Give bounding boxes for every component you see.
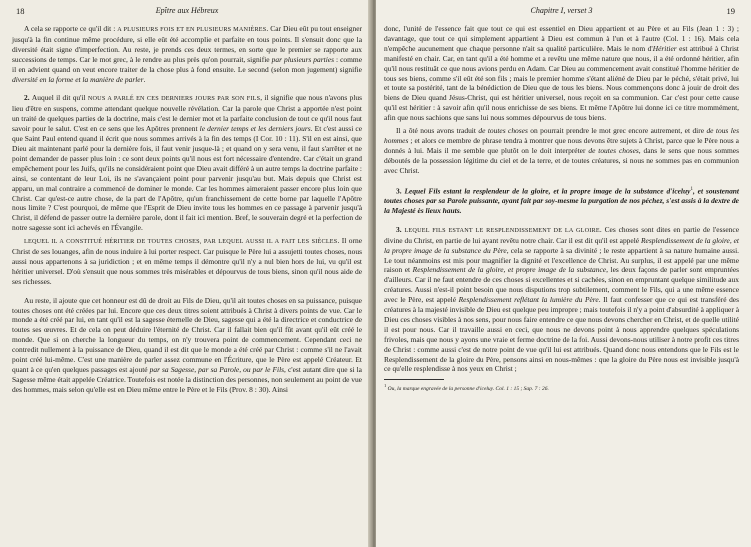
right-header (384, 6, 739, 20)
left-paragraph-4: Au reste, il ajoute que cet honneur est dû de droit au Fils de Dieu, qu'il ait toutes choses en sa puissance, puisque toutes choses ont été créées par lui. Encore que ces deux titres soient attribués à Christ à divers points de vue. Car le monde a été créé par lui, en tant qu'il est la sagesse éternelle de Dieu, sagesse qui a été la directrice et conductrice de toutes ses œuvres. Et de cela on peut déduire l'éternité de Christ. Car il fallait bien qu'il fût avant qu'il eût créé le monde. Que si on cherche la longueur du temps, on n'y trouvera point de commencement. Cependant ceci ne contredit nullement à la puissance de Dieu, quand il est dit que le monde a été créé par Christ : comme s'il ne l'avait point créé lui-même. C'est une manière de parler assez commune en l'Écriture, que le Père est appelé Créateur. Et quant à ce qu'en quelques passages est ajouté par sa Sagesse, par sa Parole, ou par le Fils, c'est autant dire que si la Sagesse même était appelée Créatrice. Toutefois est notée la distinction des personnes, non seulement au point de vue des hommes, mais selon qu'elle est en Dieu même entre le Père et le Fils (Prov. 8 : 30). Ainsi (12, 295, 362, 394)
right-page-number: 19 (726, 6, 735, 16)
right-paragraph-2: Il a ôté nous avons traduit de toutes choses on pourrait prendre le mot grec encore autrement, et dire de tous les hommes ; et alors ce membre de phrase tendra à montrer que nous devons être sujets à Christ, parce que le Père nous a donnés à lui. Mais il me semble que plutôt on le doit interpréter de toutes choses, dans le sens que nous sommes déboutés de la possession légitime du ciel et de la terre, et de toutes créatures, si nous ne sommes pas en communion avec Christ. (384, 126, 740, 175)
right-page (376, 0, 751, 547)
left-page-number: 18 (16, 6, 25, 16)
left-header (12, 6, 362, 20)
left-paragraph-2: 2. Auquel il dit qu'il NOUS A PARLÉ EN CES DERNIERS JOURS PAR SON FILS, il signifie que nous n'avons plus lieu d'être en suspens, comme attendant quelque nouvelle révélation. Car la parole que Christ a apportée n'est point un traité de quelques parties de la doctrine, mais c'est le dernier mot et la parfaite conclusion de tout ce qu'il nous faut savoir pour le salut. C'est en ce sens que les Apôtres prennent le dernier temps et les derniers jours. Et c'est aussi ce que Saint Paul entend quand il écrit que nous sommes arrivés à la fin des temps (I Cor. 10 : 11). S'il en est ainsi, que Dieu ait maintenant parlé pour la dernière fois, il faut venir jusque-là ; et quand on y sera venu, il faut s'arrêter et ne point demander de passer plus loin : ce sont deux points qu'il nous est fort nécessaire d'entendre. Car c'était un grand empêchement pour les Juifs, qu'ils ne considéraient point que Dieu avait différé à un autre temps la doctrine parfaite : ainsi, se contentant de leur Loi, ils ne s'avançaient point pour parvenir jusqu'au but. Mais depuis que Christ est apparu, un mal contraire a commencé de dominer le monde. Car les hommes aimeraient passer encore plus loin que Christ. Car qu'est-ce autre chose, de la part de l'Apôtre, qu'un franchissement de cette borne par laquelle l'Apôtre nous limite ? C'est pourquoi, de même que l'Esprit de Dieu invite tous les hommes en ce passage à parvenir jusqu'à Christ, il défend de passer outre la dernière parole, dont il fait ici mention. Bref, le souverain degré et la perfection de notre sagesse sont ici achevés en l'Évangile. (12, 93, 362, 233)
right-paragraph-1: donc, l'unité de l'essence fait que tout ce qui est essentiel en Dieu appartient et au Père et au Fils (Jean 1 : 3) ; davantage, que tout ce qui simplement appartient à Dieu est commun à l'un et à l'autre (Col. 1 : 16). Mais cela n'empêche aucunement que chaque personne n'ait sa qualité particulière. Mais le nom d'Héritier est attribué à Christ manifesté en chair. Car, en tant qu'il a été homme et a revêtu une même nature que nous, il a été ordonné héritier, afin qu'il nous restituât ce que nous avions perdu en Adam. Car Dieu au commencement avait constitué l'homme héritier de tous ses biens, comme s'il eût été son fils ; mais le premier homme s'étant aliéné de Dieu par le péché, s'était privé, lui et toute sa postérité, tant de la bénédiction de Dieu que de tous les biens. Nous commençons donc à jouir de droit des biens de Dieu quand Jésus-Christ, qui est héritier universel, nous reçoit en sa communion. Car c'est pour cette cause qu'il est héritier : à savoir afin qu'il nous enrichisse de ses biens. Et même l'Apôtre lui donne ici ce titre mommément, afin que nous sachions que sans lui nous sommes dépourvus de tous biens. (384, 24, 739, 123)
right-paragraph-3: 3. LEQUEL FILS ESTANT LE RESPLENDISSEMENT DE LA GLOIRE. Ces choses sont dites en partie de l'essence divine du Christ, en partie de lui ayant revêtu notre chair. Car il est dit qu'il est appelé Resplendissement de la gloire, et la propre image de la substance du Père, cela se rapporte à sa divinité ; le reste appartient à sa nature humaine aussi. Le tout néanmoins est mis pour magnifier la dignité et l'excellence de Christ. Au surplus, il est appelé par une même raison et Resplendissement de la gloire, et propre image de la substance, les deux façons de parler sont empruntées d'ailleurs. Car il ne faut entendre de ces choses si excellentes et si cachées, sinon en empruntant quelque similitude aux créatures. Aussi n'est-il point besoin que nous disputions trop subtilement, comment le Fils, qui a une même essence avec le Père, est appelé Resplendissement reflétant la lumière du Père. Il faut confesser que ce qui est transféré des créatures à la majesté invisible de Dieu est quelque peu impropre ; mais toutefois il n'y a point d'absurdité à appliquer à Dieu ces choses visibles à nos sens, pour nous faire entendre ce que nous devons chercher en Christ, et de quelle utilité il est pour nous. Car il travaille aussi en ceci, que nous ne devons point à nous apprendre quelques spéculations frivoles, mais que nous y ayons une vraie et ferme doctrine de la foi. Aussi devons-nous utiliser à notre profit ces titres de Christ : comme aussi c'est de notre point de vue qu'il lui est attribués. Quand donc nous entendons que le Fils est le Resplendissement de la gloire du Père, pensons ainsi en nous-mêmes : que la gloire du Père nous est invisible jusqu'à ce qu'elle resplendisse à nos yeux en Christ ; (384, 224, 740, 374)
footnote-rule (384, 379, 444, 380)
left-paragraph-3: LEQUEL IL A CONSTITUÉ HÉRITIER DE TOUTES CHOSES, PAR LEQUEL AUSSI IL A FAIT LES SIÈCLES. Il orne Christ de ses louanges, afin de nous induire à lui porter respect. Car puisque le Père lui a assujetti toutes choses, nous aussi nous appartenons à sa juridiction ; et en même temps il démontre qu'il n'y a nul bien hors de lui, vu qu'il est héritier universel. D'où s'ensuit que nous sommes très misérables et dépourvus de tous biens, sinon qu'il nous aide de ses richesses. (12, 236, 363, 286)
right-running-title: Chapitre I, verset 3 (530, 6, 593, 15)
left-running-title: Epître aux Hébreux (155, 6, 219, 15)
left-page (0, 0, 372, 547)
footnote: $^1$ Ou, la marque engravée de la personne d'iceluy. Col. 1 : 15 ; Sap. 7 : 26. (384, 383, 549, 393)
verse-3-text: 3. Lequel Fils estant la resplendeur de la gloire, et la propre image de la substance d'iceluy$^1$, et soustenant toutes choses par sa Parole puissante, ayant fait par soy-mesme la purgation de nos péchez, s'est assis à la dextre de la Majesté ès lieux hauts. (384, 186, 739, 215)
left-paragraph-1: A cela se rapporte ce qu'il dit : A PLUSIEURS FOIS ET EN PLUSIEURS MANIÈRES. Car Dieu eût pu tout enseigner jusqu'à la fin continue même procédure, si elle eût été accomplie et parfaite en tous points. Il s'ensuit donc que la diversité était signe d'imperfection. Au reste, je prends ces deux termes, en sorte que le premier se rapporte aux successions de temps. Car le mot grec, à le rendre au plus près qu'on pourrait, signifie par plusieurs parties : comme il en advient quand on veut encore traiter de la chose plus à fond ensuite. Le second (selon mon jugement) signifie diversité en la forme et la manière de parler. (12, 24, 362, 84)
